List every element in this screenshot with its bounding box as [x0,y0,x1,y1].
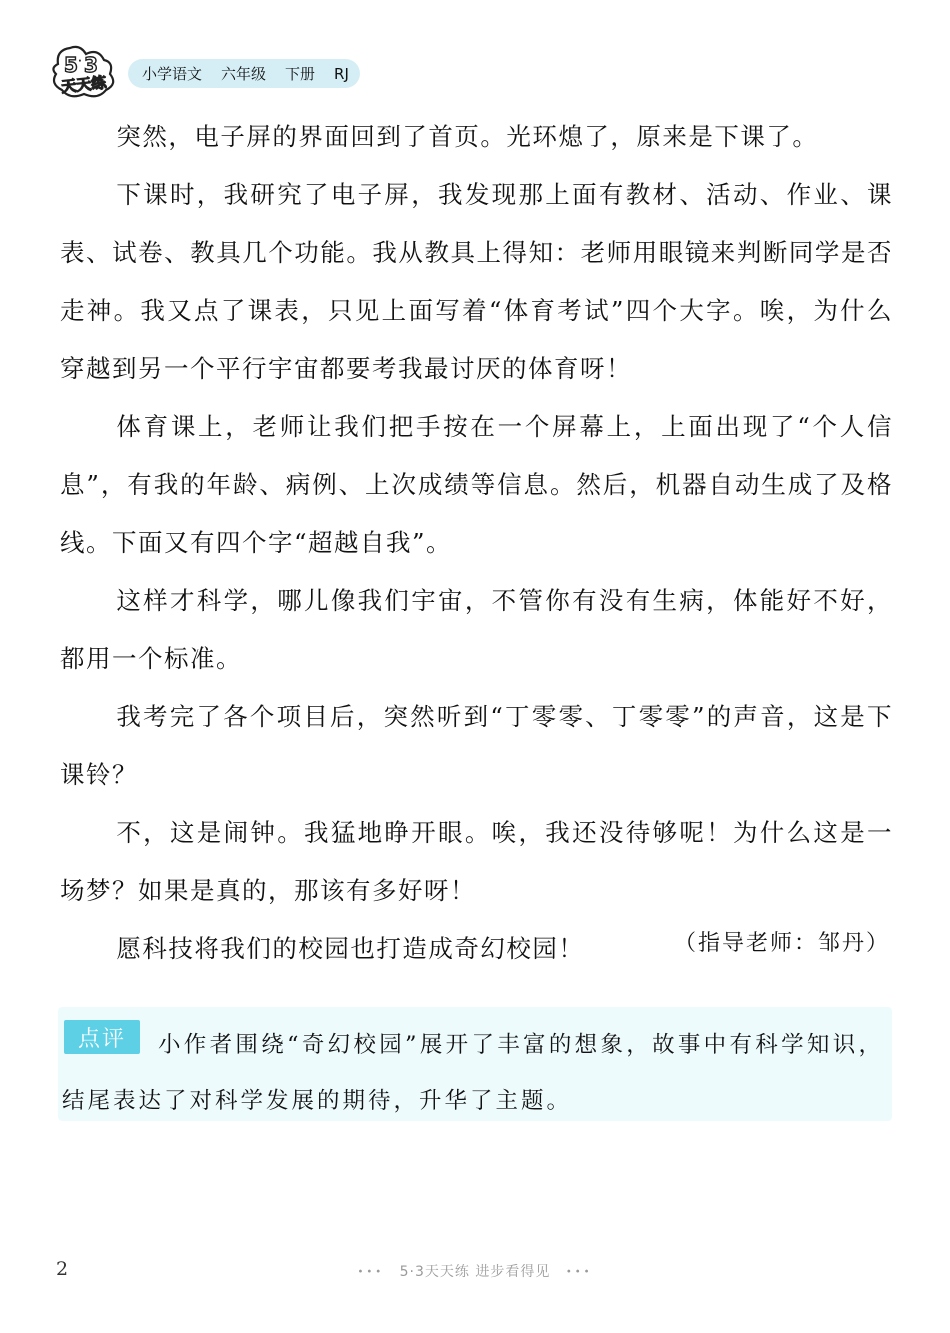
footer-dots-right: ••• [565,1266,593,1278]
header-grade: 六年级 [221,65,267,83]
svg-text:天天练: 天天练 [60,73,108,96]
comment-box [58,1007,892,1121]
comment-text: 小作者围绕“奇幻校园”展开了丰富的想象，故事中有科学知识，结尾表达了对科学发展的期待，升华了主题。 [62,1032,884,1114]
brand-logo [48,42,126,100]
footer-dots-left: ••• [357,1266,385,1278]
comment-tag: 点评 [64,1020,140,1054]
header-breadcrumb [128,59,360,88]
svg-text:3: 3 [84,53,98,77]
footer-slogan-bar [0,1261,950,1281]
header-volume: 下册 [285,65,316,83]
paragraph: 体育课上，老师让我们把手按在一个屏幕上，上面出现了“个人信息”，有我的年龄、病例、上次成绩等信息。然后，机器自动生成了及格线。下面又有四个字“超越自我”。 [60,412,893,557]
paragraph: 下课时，我研究了电子屏，我发现那上面有教材、活动、作业、课表、试卷、教具几个功能。我从教具上得知：老师用眼镜来判断同学是否走神。我又点了课表，只见上面写着“体育考试”四个大字。唉，为什么穿越到另一个平行宇宙都要考我最讨厌的体育呀！ [60,180,893,383]
logo-graphic [53,47,113,96]
paragraph: 我考完了各个项目后，突然听到“丁零零、丁零零”的声音，这是下课铃？ [60,702,893,789]
header-edition: RJ [334,64,349,83]
paragraph: 这样才科学，哪儿像我们宇宙，不管你有没有生病，体能好不好，都用一个标准。 [60,586,893,673]
svg-text:·: · [78,56,82,67]
header-subject: 小学语文 [142,65,203,83]
paragraph: 突然，电子屏的界面回到了首页。光环熄了，原来是下课了。 [116,122,819,151]
teacher-signature: （指导老师：邹丹） [673,931,890,956]
page-number: 2 [56,1258,69,1280]
paragraph: 不，这是闹钟。我猛地睁开眼。唉，我还没待够呢！为什么这是一场梦？如果是真的，那该有多好呀！ [60,818,893,905]
paragraph: 愿科技将我们的校园也打造成奇幻校园！ [116,934,585,963]
svg-text:5: 5 [64,53,78,77]
essay-body [60,108,893,978]
footer-slogan: 5·3天天练 进步看得见 [399,1264,551,1280]
